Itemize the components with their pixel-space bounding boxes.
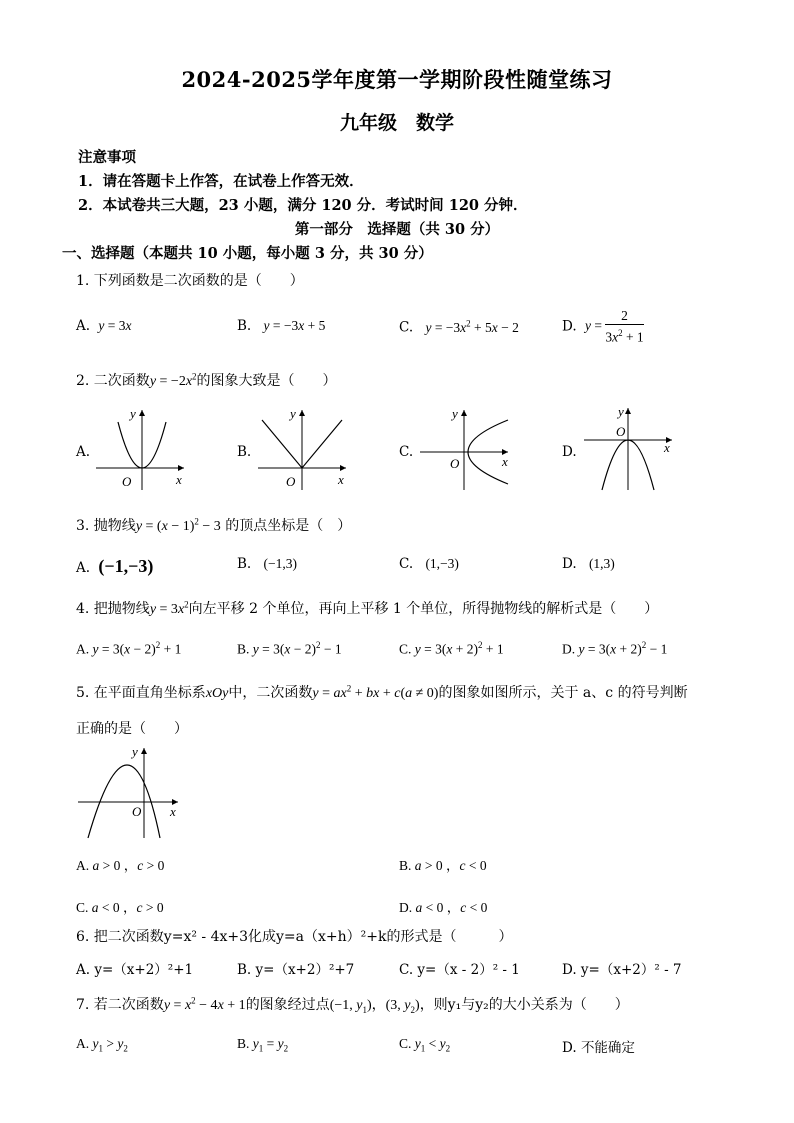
fraction: $\frac{2}{3x^2 + 1}$ bbox=[605, 308, 644, 345]
q5-option-c: C. a < 0 ，c > 0 bbox=[76, 900, 164, 915]
q3-option-c: C. (1,−3) bbox=[399, 556, 459, 572]
q1-option-c: C. $y = -3x^2 + 5x - 2$ bbox=[399, 318, 519, 336]
option-label-c: C. bbox=[399, 319, 414, 336]
q4-stem: 4. 把抛物线$y = 3x^2$向左平移 2 个单位，再向上平移 1 个单位，所得抛物线的解析式是（ ） bbox=[76, 599, 659, 617]
q2-stem: 2. 二次函数$y = -2x^2$的图象大致是（ ） bbox=[76, 371, 337, 389]
page-title: 2024-2025学年度第一学期阶段性随堂练习 bbox=[181, 67, 613, 92]
q7-stem: 7. 若二次函数$y = x^2 - 4x + 1$的图象经过点(−1, $y_1$)，(3, $y_2$)，则y₁与y₂的大小关系为（ ） bbox=[76, 995, 629, 1015]
q5-option-d: D. a < 0 ，c < 0 bbox=[399, 900, 488, 915]
notes-item-1: 1．请在答题卡上作答，在试卷上作答无效． bbox=[78, 173, 364, 190]
q4-option-d: D. $y = 3(x + 2)^2 - 1$ bbox=[562, 640, 668, 657]
q4-option-b: B. $y = 3(x - 2)^2 - 1$ bbox=[237, 640, 342, 657]
q6-option-d: D. y=（x+2）² - 7 bbox=[562, 962, 682, 978]
q1-stem: 1. 下列函数是二次函数的是（ ） bbox=[76, 273, 304, 289]
q7-option-b: B. $y_1 = y_2$ bbox=[237, 1036, 289, 1054]
svg-text:x: x bbox=[176, 472, 182, 487]
q3-option-a: A. (−1,−3) bbox=[76, 556, 154, 576]
q3-option-b-value: (−1,3) bbox=[263, 556, 297, 571]
svg-text:x: x bbox=[338, 472, 344, 487]
q5-option-b: B. a > 0 ，c < 0 bbox=[399, 858, 487, 873]
option-label-a: A. bbox=[76, 318, 91, 334]
svg-text:O: O bbox=[286, 474, 296, 489]
svg-text:O: O bbox=[132, 804, 142, 819]
q2-label-c: C. bbox=[399, 444, 414, 460]
q7-option-c: C. $y_1 < y_2$ bbox=[399, 1036, 451, 1054]
svg-text:y: y bbox=[452, 406, 458, 421]
svg-text:y: y bbox=[130, 406, 136, 421]
q5-stem-line2: 正确的是（ ） bbox=[76, 721, 188, 737]
q2-graph-c bbox=[416, 402, 516, 494]
q4-option-a: A. $y = 3(x - 2)^2 + 1$ bbox=[76, 640, 182, 657]
section-heading: 一、选择题（本题共 10 小题，每小题 3 分，共 30 分） bbox=[62, 245, 433, 262]
svg-text:O: O bbox=[450, 456, 460, 471]
q6-option-c: C. y=（x - 2）² - 1 bbox=[399, 962, 520, 978]
notes-item-2: 2．本试卷共三大题，23 小题，满分 120 分．考试时间 120 分钟． bbox=[78, 197, 528, 214]
svg-text:x: x bbox=[502, 454, 508, 469]
q2-label-d: D. bbox=[562, 444, 577, 460]
q5-stem: 5. 在平面直角坐标系xOy中，二次函数$y = ax^2$ + bx + c(a ≠ 0)的图象如图所示，关于 a、c 的符号判断 bbox=[76, 683, 688, 701]
svg-text:x: x bbox=[664, 440, 670, 455]
q3-option-c-value: (1,−3) bbox=[425, 556, 459, 571]
q3-option-a-value: (−1,−3) bbox=[98, 556, 154, 576]
q2-graph-b bbox=[254, 402, 354, 494]
q1-option-d: D. y = $\frac{2}{3x^2 + 1}$ bbox=[562, 308, 644, 345]
notes-heading: 注意事项 bbox=[78, 149, 136, 166]
option-label-d: D. bbox=[562, 318, 577, 335]
option-label-b: B. bbox=[237, 318, 252, 334]
q2-graph-d bbox=[580, 402, 680, 494]
page-subtitle: 九年级 数学 bbox=[339, 112, 454, 134]
q7-option-d-text: 不能确定 bbox=[580, 1040, 635, 1056]
q6-option-b: B. y=（x+2）²+7 bbox=[237, 962, 355, 978]
svg-text:y: y bbox=[132, 744, 138, 759]
q5-option-a: A. a > 0 ，c > 0 bbox=[76, 858, 165, 873]
q3-option-d-value: (1,3) bbox=[588, 556, 615, 571]
q3-option-d: D. (1,3) bbox=[562, 556, 615, 572]
q2-label-b: B. bbox=[237, 444, 252, 460]
svg-text:y: y bbox=[290, 406, 296, 421]
svg-text:x: x bbox=[170, 804, 176, 819]
q7-option-d: D. 不能确定 bbox=[562, 1040, 635, 1056]
q1-option-b: B. y = −3x + 5 bbox=[237, 318, 326, 334]
q1-option-a: A. y = 3x bbox=[76, 318, 132, 334]
q6-stem: 6. 把二次函数y=x² - 4x+3化成y=a（x+h）²+k的形式是（ ） bbox=[76, 929, 513, 945]
q3-option-b: B. (−1,3) bbox=[237, 556, 297, 572]
q7-option-a: A. $y_1 > y_2$ bbox=[76, 1036, 128, 1054]
q2-label-a: A. bbox=[76, 444, 91, 460]
part1-heading: 第一部分 选择题（共 30 分） bbox=[294, 221, 500, 238]
svg-text:O: O bbox=[616, 424, 626, 439]
svg-text:y: y bbox=[618, 404, 624, 419]
q4-option-c: C. $y = 3(x + 2)^2 + 1$ bbox=[399, 640, 504, 657]
q6-option-a: A. y=（x+2）²+1 bbox=[76, 962, 194, 978]
q5-graph bbox=[74, 742, 186, 842]
svg-text:O: O bbox=[122, 474, 132, 489]
q3-stem: 3. 抛物线$y = (x - 1)^2 - 3$ 的顶点坐标是（ ） bbox=[76, 516, 352, 534]
q2-graph-a bbox=[92, 402, 192, 494]
